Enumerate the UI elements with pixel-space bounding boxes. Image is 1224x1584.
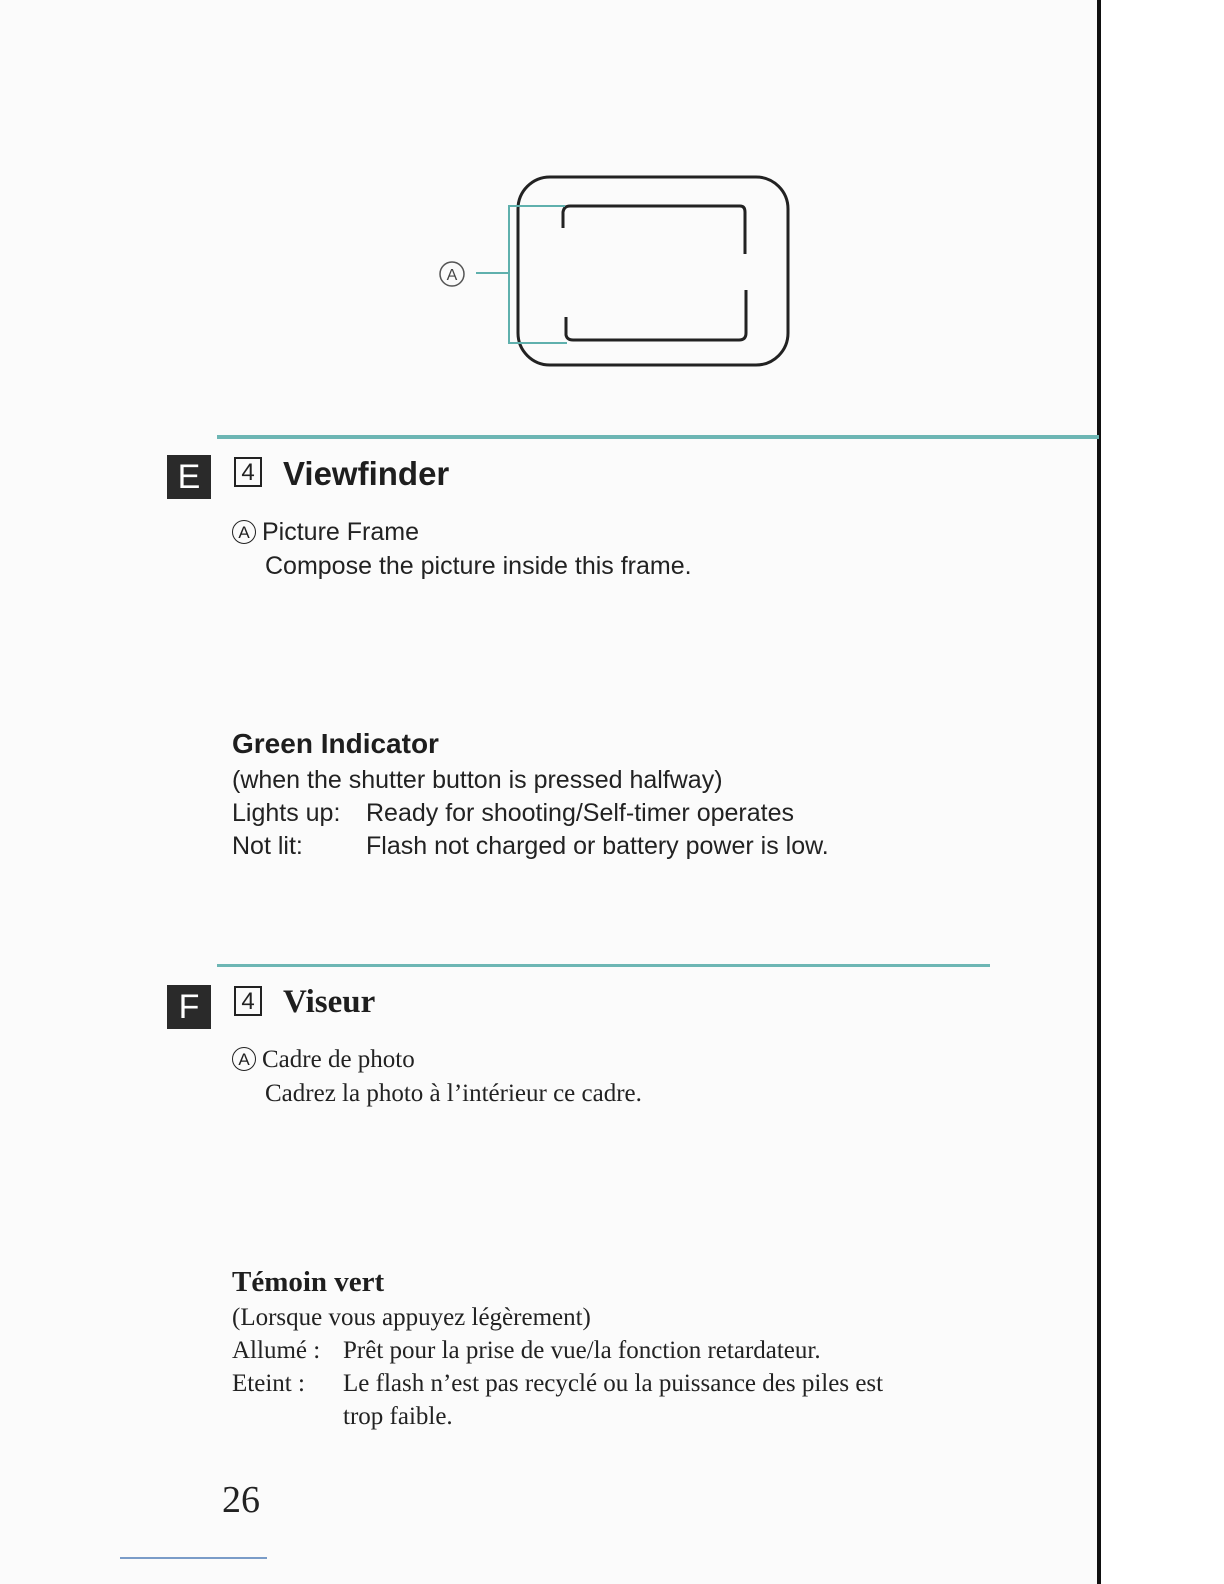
viewfinder-diagram [430,170,800,375]
page-number: 26 [222,1479,260,1521]
row-label-french-2: Eteint : [232,1370,305,1397]
section-number-english: 4 [234,457,262,487]
row-value-english-1: Ready for shooting/Self-timer operates [366,799,794,827]
row-label-english-2: Not lit: [232,832,303,860]
picture-frame-bottom [566,290,746,340]
indicator-note-english: (when the shutter button is pressed halfway) [232,766,723,794]
row-label-english-1: Lights up: [232,799,341,827]
indicator-heading-french: Témoin vert [232,1266,385,1298]
callout-label: A [446,267,458,284]
indicator-heading-english: Green Indicator [232,728,439,759]
item-marker-french: A [232,1047,256,1071]
item-title-french: Cadre de photo [262,1046,415,1073]
section-divider-english [217,435,1099,439]
row-value-french-1: Prêt pour la prise de vue/la fonction retardateur. [343,1337,821,1364]
language-badge-french: F [167,985,211,1029]
section-title-english: Viewfinder [283,455,450,492]
language-badge-english: E [167,455,211,499]
row-value-french-2-continued: trop faible. [343,1403,453,1430]
footer-line [120,1557,267,1559]
section-title-french: Viseur [283,984,376,1020]
picture-frame-top [563,206,745,254]
item-title-english: Picture Frame [262,518,419,546]
page-edge-line [1097,0,1101,1584]
section-divider-french [217,964,990,967]
row-value-french-2: Le flash n’est pas recyclé ou la puissance des piles est [343,1370,884,1397]
item-line-english [232,518,419,547]
section-number-french: 4 [234,986,262,1016]
item-description-french: Cadrez la photo à l’intérieur ce cadre. [265,1080,642,1107]
row-value-english-2: Flash not charged or battery power is low. [366,832,829,860]
row-label-french-1: Allumé : [232,1337,321,1364]
page-margin [1101,0,1224,1584]
item-line-french [232,1046,415,1074]
item-description-english: Compose the picture inside this frame. [265,552,692,580]
indicator-note-french: (Lorsque vous appuyez légèrement) [232,1304,591,1331]
item-marker-english: A [232,520,256,544]
